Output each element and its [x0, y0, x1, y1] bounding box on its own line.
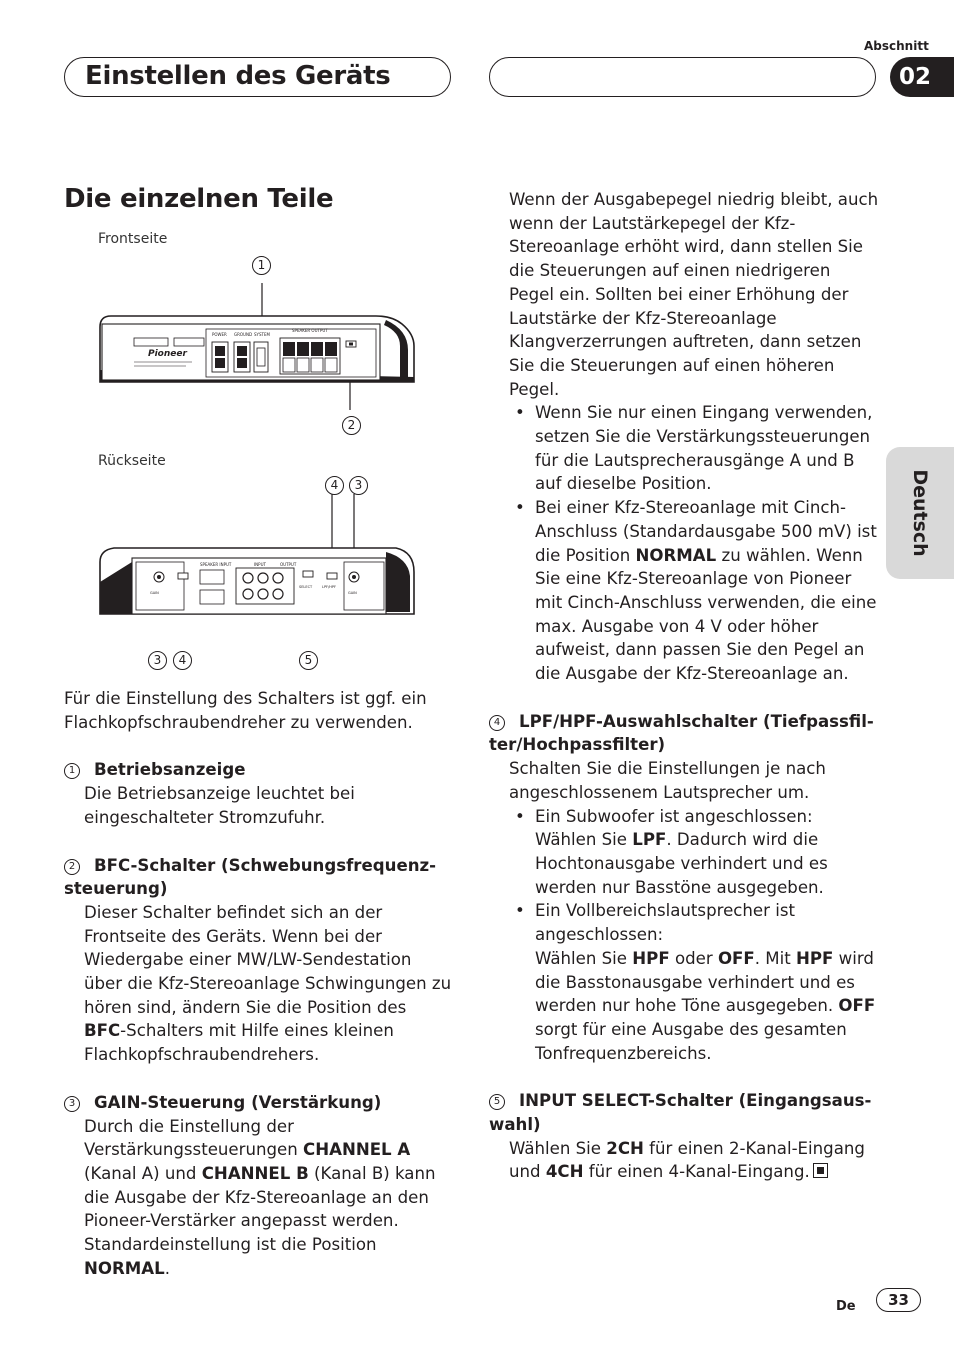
- item-3-text-part2: (Kanal A) und: [84, 1163, 202, 1183]
- item-2-text-part2: -Schalters mit Hilfe eines kleinen Flachkopfschraubendrehers.: [84, 1021, 394, 1065]
- item-3-text-part1: Durch die Einstellung der Verstärkungssteuerungen: [84, 1116, 304, 1160]
- item-5-title-b: wahl): [489, 1115, 541, 1135]
- front-label-power: POWER: [212, 332, 227, 337]
- callout-5-rear-bottom: 5: [299, 651, 318, 670]
- item-4-bullet-2-bold-off-2: OFF: [838, 996, 876, 1016]
- item-3-number: 3: [64, 1096, 80, 1112]
- item-2-bold-bfc: BFC: [84, 1021, 121, 1041]
- right-column: [489, 188, 879, 1184]
- item-4-heading: [489, 710, 879, 757]
- rear-caption: Rückseite: [98, 453, 166, 469]
- item-4-text: Schalten Sie die Einstellungen je nach angeschlossenem Lautsprecher um.: [509, 759, 826, 802]
- language-tab-label: Deutsch: [909, 469, 931, 557]
- rear-device-illustration: [96, 472, 416, 652]
- rear-label-output: OUTPUT: [280, 562, 297, 567]
- item-3-bold-channel-a: CHANNEL A: [303, 1140, 411, 1160]
- item-4-bullet-1-bold: LPF: [632, 830, 667, 850]
- chapter-title: Einstellen des Geräts: [85, 61, 391, 91]
- item-3-bullet-1: • Wenn Sie nur einen Eingang verwenden, setzen Sie die Verstärkungssteuerungen für die Lautsprecherausgänge A und B auf dieselbe Position.: [489, 401, 879, 496]
- front-label-system: SYSTEM: [254, 332, 270, 337]
- item-2-title-a: BFC-Schalter (Schwebungsfrequenz-: [94, 855, 437, 875]
- item-4-bullet-1: [489, 805, 879, 900]
- item-3-text-part3: (Kanal B) kann die Ausgabe der Kfz-Stereoanlage an den Pioneer-Verstärker angepasst werden. Standardeinstellung ist die Position: [84, 1163, 436, 1255]
- item-4-number: 4: [489, 715, 505, 731]
- footer-language: De: [836, 1299, 856, 1314]
- item-2-text-part1: Dieser Schalter befindet sich an der Frontseite des Geräts. Wenn bei der Wiedergabe einer MW/LW-Sendestation über die Kfz-Stereoanlage Schwingungen zu hören sind, ändern Sie die Position des: [84, 902, 452, 1017]
- front-label-ground: GROUND: [234, 332, 253, 337]
- callout-3-rear-bottom: 3: [148, 651, 167, 670]
- item-4-bullet-2-part2: Wählen Sie: [535, 948, 633, 968]
- item-4-bullet-2-bold-hpf: HPF: [632, 948, 670, 968]
- section-number: 02: [890, 57, 954, 97]
- item-3-heading: [64, 1091, 452, 1115]
- callout-1: 1: [252, 256, 271, 275]
- item-2-number: 2: [64, 859, 80, 875]
- item-4-bullet-2-line1: • Ein Vollbereichslautsprecher ist angeschlossen:: [535, 901, 795, 945]
- rear-label-gain-b: GAIN: [348, 591, 357, 595]
- item-1-title: Betriebsanzeige: [94, 760, 246, 780]
- item-4-bullet-2-part5: wird die Basstonausgabe verhindert und es werden nur hohe Töne ausgegeben.: [535, 948, 874, 1016]
- item-1-heading: [64, 758, 452, 782]
- intro-text: Für die Einstellung des Schalters ist ggf. ein Flachkopfschraubendreher zu verwenden.: [64, 689, 427, 732]
- item-3-text: [64, 1115, 452, 1281]
- end-of-section-icon: [813, 1163, 828, 1178]
- section-label: Abschnitt: [864, 39, 929, 53]
- rear-label-input: INPUT: [254, 562, 266, 567]
- item-4-bullet-1-part3: . Dadurch wird die Hochtonausgabe verhindert und es werden nur Basstöne ausgegeben.: [535, 830, 828, 897]
- item-4-bullet-1-line1: • Ein Subwoofer ist angeschlossen:: [535, 806, 813, 826]
- item-4-bullet-2-part6: sorgt für eine Ausgabe des gesamten Tonfrequenzbereichs.: [535, 1019, 847, 1063]
- item-1-number: 1: [64, 763, 80, 779]
- item-3-title: GAIN-Steuerung (Verstärkung): [94, 1092, 382, 1112]
- item-2-text: [64, 901, 452, 1067]
- item-4-bullet-1-part2: Wählen Sie: [535, 830, 633, 850]
- page-number: 33: [876, 1288, 921, 1312]
- item-4-bullet-2-bold-off: OFF: [717, 948, 755, 968]
- front-caption: Frontseite: [98, 231, 168, 247]
- front-device-illustration: [96, 250, 416, 440]
- callout-2: 2: [342, 416, 361, 435]
- item-4-bullet-2-bold-hpf-2: HPF: [796, 948, 834, 968]
- callout-4-rear-top: 4: [325, 476, 344, 495]
- rear-label-speaker-input: SPEAKER INPUT: [200, 562, 232, 567]
- item-4-bullet-2-part3: oder: [669, 948, 718, 968]
- item-5-bold-4ch: 4CH: [545, 1162, 584, 1182]
- header-empty-box: [489, 57, 876, 97]
- language-tab: [886, 447, 954, 579]
- item-3-bullet-2-bold: NORMAL: [635, 545, 717, 565]
- item-5-title-a: INPUT SELECT-Schalter (Eingangsaus-: [519, 1091, 872, 1111]
- item-5-heading: [489, 1089, 879, 1136]
- item-1-text: Die Betriebsanzeige leuchtet bei eingeschalteter Stromzufuhr.: [84, 784, 355, 827]
- callout-3-rear-top: 3: [349, 476, 368, 495]
- item-5-text-part3: für einen 4-Kanal-Eingang.: [583, 1162, 810, 1182]
- chapter-title-box: [64, 57, 451, 97]
- rear-label-select: SELECT: [299, 585, 313, 589]
- item-3-bold-channel-b: CHANNEL B: [201, 1163, 309, 1183]
- callout-4-rear-bottom: 4: [173, 651, 192, 670]
- item-4-bullet-2: [489, 899, 879, 1065]
- item-2-heading: [64, 854, 452, 901]
- item-4-title-b: ter/Hochpassfilter): [489, 735, 666, 755]
- rear-label-lpf-hpf: LPF/HPF: [322, 585, 337, 589]
- item-4-bullet-2-part4: . Mit: [754, 948, 796, 968]
- item-5-bold-2ch: 2CH: [606, 1138, 644, 1158]
- item-5-text-part2: für einen 2-Kanal-Eingang und: [509, 1138, 865, 1182]
- item-5-text-part1: Wählen Sie: [509, 1138, 607, 1158]
- item-5-text: [489, 1137, 879, 1184]
- item-3-bullet-2-part1: Bei einer Kfz-Stereoanlage mit Cinch-Anschluss (Standardausgabe 500 mV) ist die Position: [535, 498, 877, 565]
- page-title: Die einzelnen Teile: [64, 184, 334, 214]
- left-column: [64, 687, 452, 1280]
- rear-label-gain-a: GAIN: [150, 591, 159, 595]
- item-4-title-a: LPF/HPF-Auswahlschalter (Tiefpassfil-: [519, 711, 874, 731]
- item-2-title-b: steuerung): [64, 879, 168, 899]
- item-3-bold-normal: NORMAL: [84, 1258, 165, 1278]
- item-3-continuation: Wenn der Ausgabepegel niedrig bleibt, auch wenn der Lautstärkepegel der Kfz-Stereoanlage erhöht wird, dann stellen Sie die Steuerungen auf einen niedrigeren Pegel ein. Sollten bei einer Erhöhung der Lautstärke der Kfz-Stereoanlage Klangverzerrungen auftreten, dann setzen Sie die Steuerungen auf einen höheren Pegel.: [509, 190, 879, 399]
- item-3-bullet-2-part2: zu wählen. Wenn Sie eine Kfz-Stereoanlage von Pioneer mit Cinch-Anschluss verwenden, die eine max. Ausgabe von 4 V oder höher aufweist, dann passen Sie den Pegel an die Ausgabe der Kfz-Stereoanlage an.: [535, 545, 877, 684]
- item-5-number: 5: [489, 1094, 505, 1110]
- item-3-bullet-2: [489, 496, 879, 686]
- item-3-text-part4: .: [164, 1258, 170, 1278]
- front-logo: Pioneer: [148, 349, 187, 359]
- front-label-speaker-output: SPEAKER OUTPUT: [292, 328, 328, 333]
